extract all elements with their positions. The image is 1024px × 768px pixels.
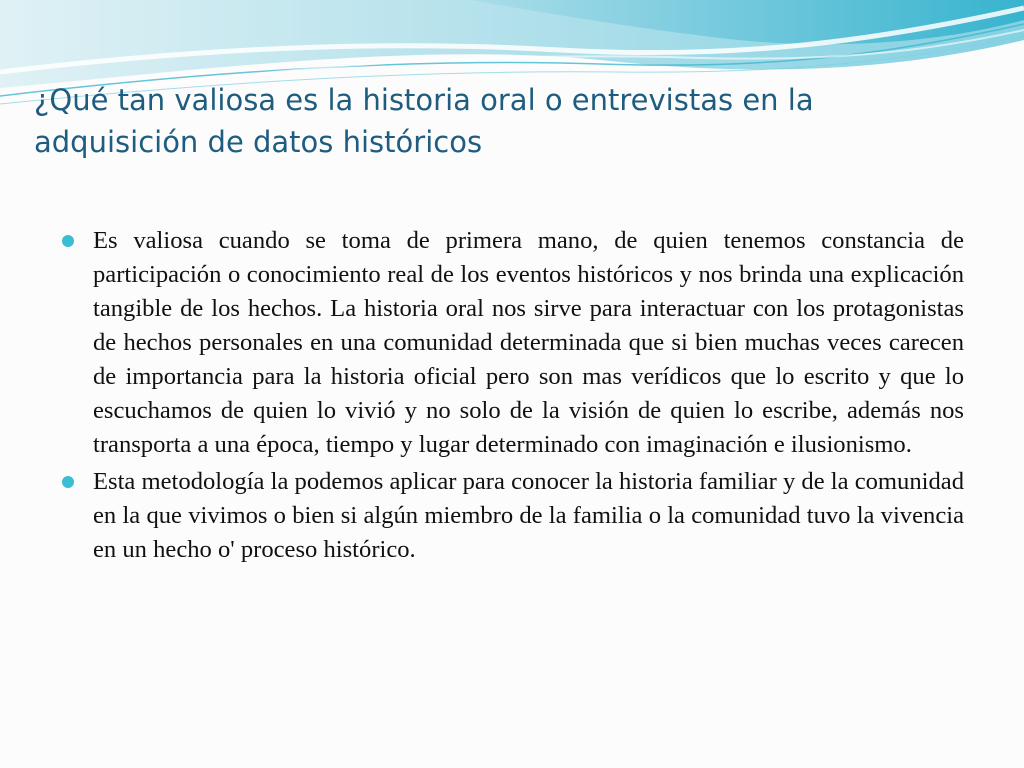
bullet-item	[60, 224, 964, 462]
bullet-text: Es valiosa cuando se toma de primera mano, de quien tenemos constancia de participación o conocimiento real de los eventos históricos y nos brinda una explicación tangible de los hechos. La historia oral nos sirve para interactuar con los protagonistas de hechos personales en una comunidad determinada que si bien muchas veces carecen de importancia para la historia oficial pero son mas verídicos que lo escrito y que lo escuchamos de quien lo vivió y no solo de la visión de quien lo escribe, además nos transporta a una época, tiempo y lugar determinado con imaginación e ilusionismo.	[93, 227, 964, 458]
bullet-text: Esta metodología la podemos aplicar para conocer la historia familiar y de la comunidad en la que vivimos o bien si algún miembro de la familia o la comunidad tuvo la vivencia en un hecho o' proceso histórico.	[93, 468, 964, 563]
bullet-dot-icon	[62, 235, 74, 247]
bullet-list	[60, 224, 964, 570]
bullet-item	[60, 465, 964, 567]
slide-title: ¿Qué tan valiosa es la historia oral o entrevistas en la adquisición de datos históricos	[34, 83, 814, 159]
bullet-dot-icon	[62, 476, 74, 488]
